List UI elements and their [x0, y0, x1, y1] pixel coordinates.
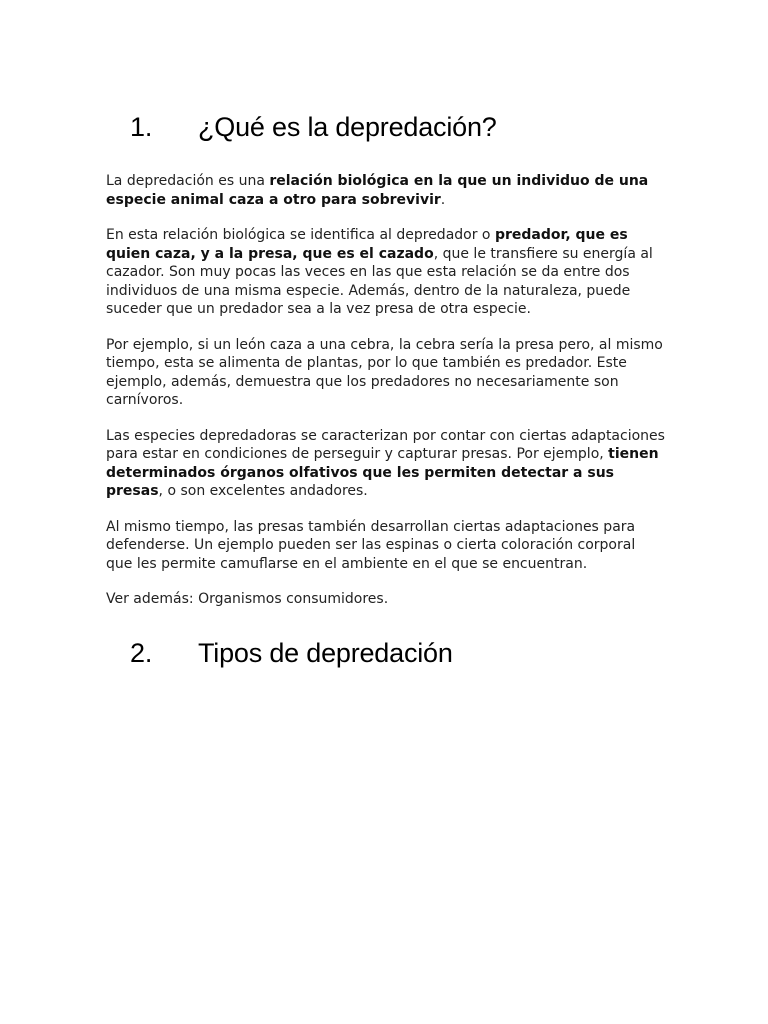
text-run: , que le transfiere su energía al cazador. Son muy pocas las veces en las que esta relación se da entre dos individuos de una misma especie. Además, dentro de la naturaleza, puede suceder que un predador sea a la vez presa de otra especie. — [106, 245, 653, 317]
paragraph-see-also — [106, 590, 666, 609]
section-heading-1 — [130, 112, 497, 143]
text-run: . — [440, 191, 446, 208]
bold-run: relación biológica en la que un individuo de una especie animal caza a otro para sobrevivir — [106, 173, 649, 208]
text-run: , o son excelentes andadores. — [158, 483, 368, 499]
section-title: Tipos de depredación — [198, 638, 453, 668]
section-title: ¿Qué es la depredación? — [198, 112, 497, 142]
paragraph-prey-defense — [106, 518, 666, 574]
section-number: 1. — [130, 112, 153, 142]
paragraph-adaptations — [106, 427, 666, 501]
section-heading-2 — [130, 638, 453, 669]
text-run: Al mismo tiempo, las presas también desarrollan ciertas adaptaciones para defenderse. Un ejemplo pueden ser las espinas o cierta coloración corporal que les permite camuflarse en el ambiente en el que se encuentran. — [106, 518, 636, 572]
text-run: Las especies depredadoras se caracterizan por contar con ciertas adaptaciones para estar en condiciones de perseguir y capturar presas. Por ejemplo, — [106, 427, 665, 462]
paragraph-example — [106, 336, 666, 410]
text-run: Ver además: Organismos consumidores. — [106, 591, 389, 607]
text-run: Por ejemplo, si un león caza a una cebra, la cebra sería la presa pero, al mismo tiempo, esta se alimenta de plantas, por lo que también es predador. Este ejemplo, además, demuestra que los predadores no necesariamente son carnívoros. — [106, 336, 663, 408]
text-run: En esta relación biológica se identifica al depredador o — [106, 227, 495, 243]
bold-run: predador, que es quien caza, y a la presa, que es el cazado — [106, 227, 628, 262]
section-number: 2. — [130, 638, 153, 668]
paragraph-predator-prey — [106, 226, 666, 319]
bold-run: tienen determinados órganos olfativos que les permiten detectar a sus presas — [106, 446, 659, 499]
section-body — [106, 172, 666, 626]
text-run: La depredación es una — [106, 173, 270, 189]
paragraph-definition — [106, 172, 666, 209]
